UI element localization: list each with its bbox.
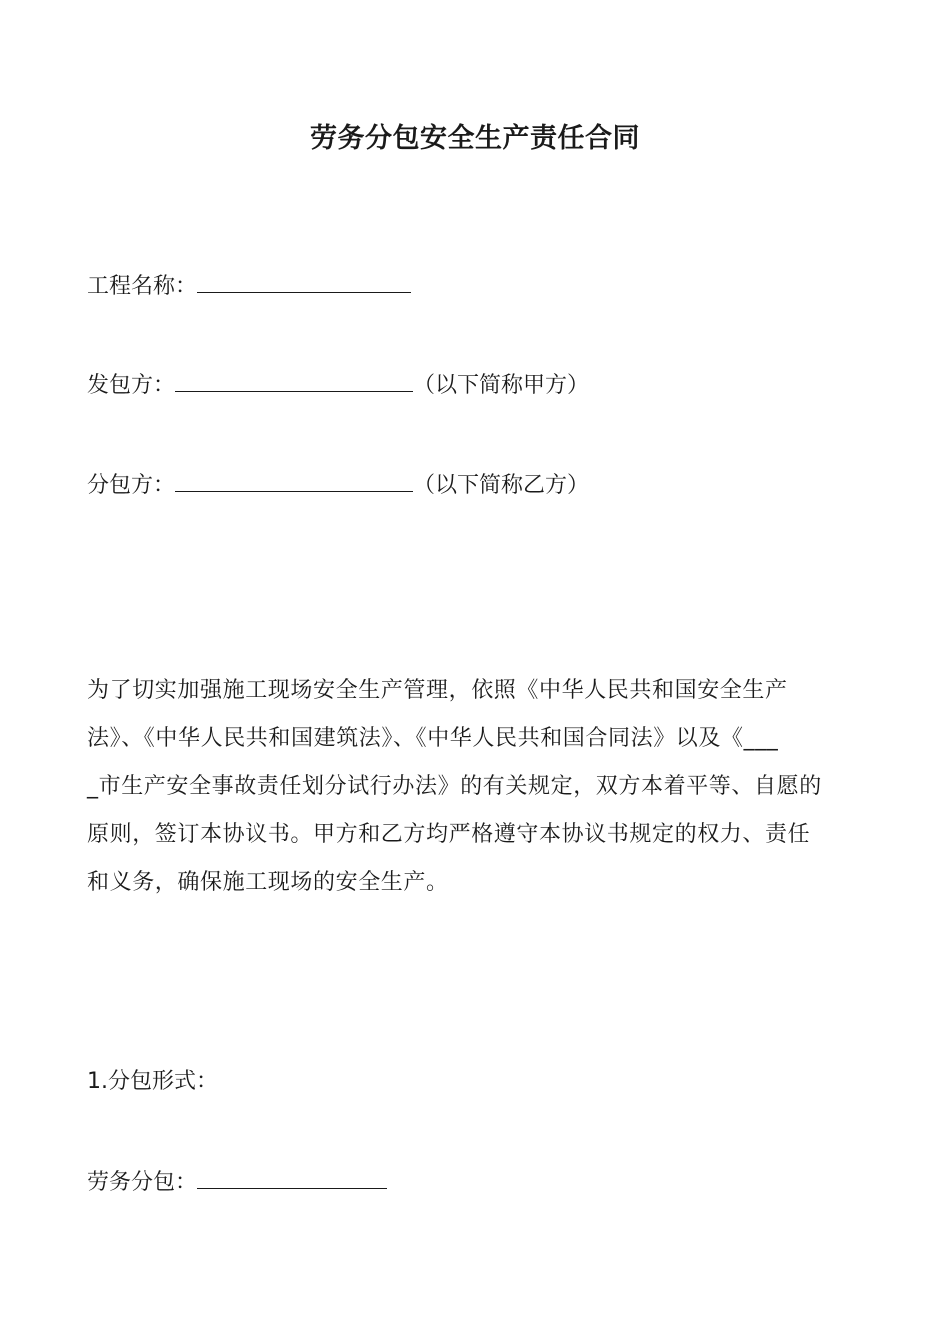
preamble-line: 法》、《中华人民共和国建筑法》、《中华人民共和国合同法》以及《___ [87, 726, 779, 751]
labor-subcontract-label: 劳务分包： [87, 1170, 198, 1195]
project-name-row [87, 270, 411, 302]
subcontractor-blank[interactable] [175, 469, 413, 492]
subcontractor-row [87, 469, 589, 501]
preamble-line: 和义务，确保施工现场的安全生产。 [87, 870, 449, 895]
subcontractor-suffix: （以下简称乙方） [413, 473, 590, 498]
document-title: 劳务分包安全生产责任合同 [310, 123, 640, 154]
employer-blank[interactable] [175, 369, 413, 392]
project-name-blank[interactable] [197, 270, 411, 293]
employer-label: 发包方： [87, 373, 176, 398]
preamble-line: _市生产安全事故责任划分试行办法》的有关规定，双方本着平等、自愿的 [87, 774, 822, 799]
labor-subcontract-blank[interactable] [197, 1166, 387, 1189]
section-1-heading: 1.分包形式： [87, 1069, 218, 1094]
project-name-label: 工程名称： [87, 274, 198, 299]
preamble-line: 原则，签订本协议书。甲方和乙方均严格遵守本协议书规定的权力、责任 [87, 822, 811, 847]
subcontractor-label: 分包方： [87, 473, 176, 498]
employer-suffix: （以下简称甲方） [413, 373, 590, 398]
preamble-paragraph [87, 667, 863, 907]
labor-subcontract-row [87, 1166, 387, 1198]
employer-row [87, 369, 589, 401]
preamble-line: 为了切实加强施工现场安全生产管理，依照《中华人民共和国安全生产 [87, 678, 788, 703]
